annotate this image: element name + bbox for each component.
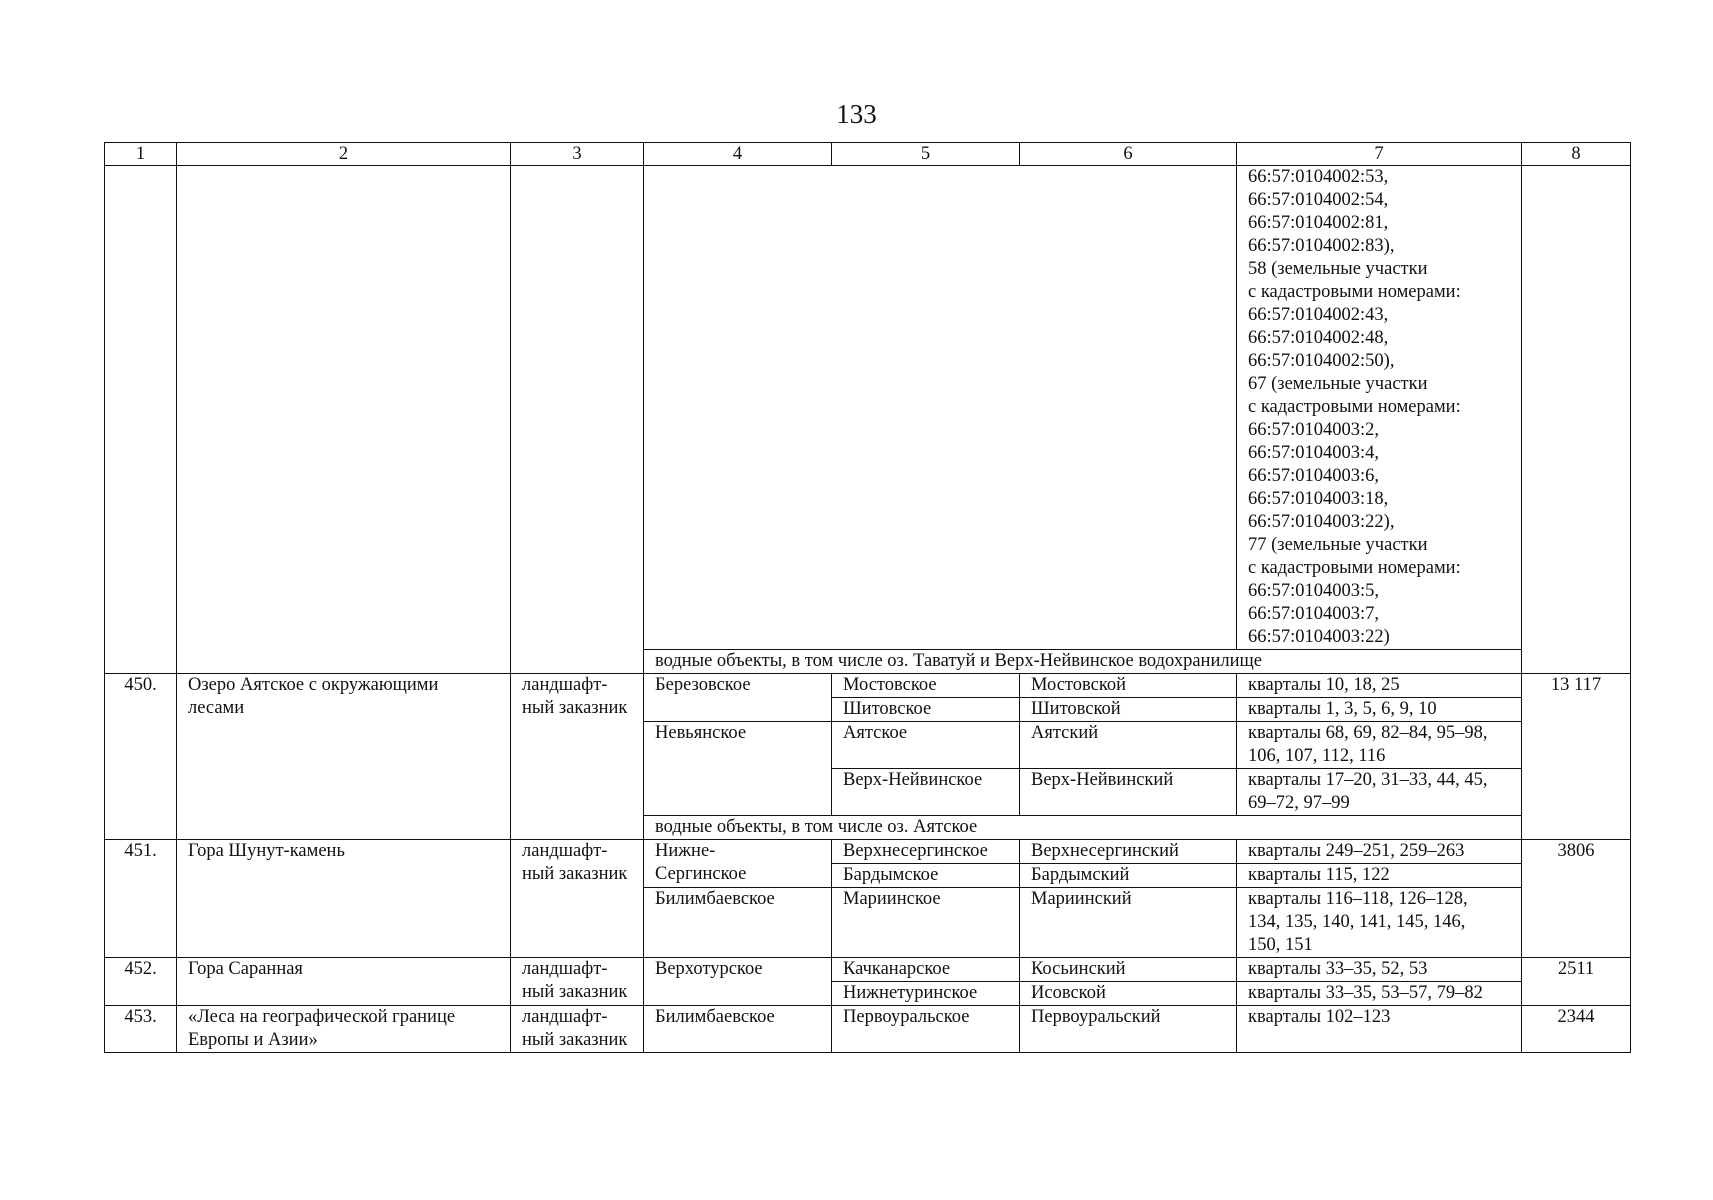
kvartaly: кварталы 116–118, 126–128, 134, 135, 140, 141, 145, 146, 150, 151 bbox=[1237, 888, 1522, 958]
table-row bbox=[105, 1006, 1631, 1053]
cadastral-line: 66:57:0104002:83), bbox=[1248, 236, 1395, 256]
row-number: 451. bbox=[105, 840, 177, 958]
row-number: 453. bbox=[105, 1006, 177, 1053]
uchastok: Мариинский bbox=[1020, 888, 1237, 958]
col-header-6: 6 bbox=[1020, 143, 1237, 166]
cadastral-line: 66:57:0104002:81, bbox=[1248, 213, 1389, 233]
protected-areas-table bbox=[104, 142, 1631, 1053]
area-ha: 2344 bbox=[1522, 1006, 1631, 1053]
cadastral-line: с кадастровыми номерами: bbox=[1248, 397, 1461, 417]
cadastral-line: 66:57:0104003:4, bbox=[1248, 443, 1380, 463]
cadastral-line: 66:57:0104002:48, bbox=[1248, 328, 1389, 348]
col-header-1: 1 bbox=[105, 143, 177, 166]
uchastok: Шитовской bbox=[1020, 698, 1237, 722]
cadastral-line: 66:57:0104003:6, bbox=[1248, 466, 1380, 486]
area-name: Гора Шунут-камень bbox=[177, 840, 511, 958]
district-forestry: Верх-Нейвинское bbox=[832, 769, 1020, 816]
forestry: Березовское bbox=[644, 674, 832, 722]
cadastral-line: 66:57:0104002:54, bbox=[1248, 190, 1389, 210]
uchastok: Исовской bbox=[1020, 982, 1237, 1006]
district-forestry: Нижнетуринское bbox=[832, 982, 1020, 1006]
area-ha: 3806 bbox=[1522, 840, 1631, 958]
cadastral-line: с кадастровыми номерами: bbox=[1248, 558, 1461, 578]
kvartaly: кварталы 249–251, 259–263 bbox=[1237, 840, 1522, 864]
row-number: 450. bbox=[105, 674, 177, 840]
table-row bbox=[105, 958, 1631, 982]
cadastral-line: 67 (земельные участки bbox=[1248, 374, 1428, 394]
cell-area bbox=[1522, 166, 1631, 674]
area-ha: 2511 bbox=[1522, 958, 1631, 1006]
area-type: ландшафт- ный заказник bbox=[511, 840, 644, 958]
uchastok: Косьинский bbox=[1020, 958, 1237, 982]
uchastok: Мостовской bbox=[1020, 674, 1237, 698]
area-type: ландшафт- ный заказник bbox=[511, 958, 644, 1006]
area-type: ландшафт- ный заказник bbox=[511, 674, 644, 840]
area-name: Гора Саранная bbox=[177, 958, 511, 1006]
uchastok: Верх-Нейвинский bbox=[1020, 769, 1237, 816]
kvartaly: кварталы 68, 69, 82–84, 95–98, 106, 107, 112, 116 bbox=[1237, 722, 1522, 769]
cell-type bbox=[511, 166, 644, 674]
uchastok: Первоуральский bbox=[1020, 1006, 1237, 1053]
kvartaly: кварталы 33–35, 53–57, 79–82 bbox=[1237, 982, 1522, 1006]
area-name: Озеро Аятское с окружающими лесами bbox=[177, 674, 511, 840]
cadastral-list bbox=[1237, 166, 1522, 650]
uchastok: Бардымский bbox=[1020, 864, 1237, 888]
forestry: Невьянское bbox=[644, 722, 832, 816]
cadastral-line: 66:57:0104003:18, bbox=[1248, 489, 1389, 509]
cadastral-line: 66:57:0104003:7, bbox=[1248, 604, 1380, 624]
district-forestry: Бардымское bbox=[832, 864, 1020, 888]
forestry: Билимбаевское bbox=[644, 888, 832, 958]
col-header-2: 2 bbox=[177, 143, 511, 166]
table-row bbox=[105, 166, 1631, 650]
kvartaly: кварталы 33–35, 52, 53 bbox=[1237, 958, 1522, 982]
district-forestry: Первоуральское bbox=[832, 1006, 1020, 1053]
cell-name bbox=[177, 166, 511, 674]
district-forestry: Мариинское bbox=[832, 888, 1020, 958]
district-forestry: Качканарское bbox=[832, 958, 1020, 982]
col-header-7: 7 bbox=[1237, 143, 1522, 166]
table-row bbox=[105, 674, 1631, 698]
forestry: Нижне- Сергинское bbox=[644, 840, 832, 888]
cell-num bbox=[105, 166, 177, 674]
area-type: ландшафт- ный заказник bbox=[511, 1006, 644, 1053]
cadastral-line: с кадастровыми номерами: bbox=[1248, 282, 1461, 302]
cadastral-line: 66:57:0104003:2, bbox=[1248, 420, 1380, 440]
kvartaly: кварталы 17–20, 31–33, 44, 45, 69–72, 97–99 bbox=[1237, 769, 1522, 816]
col-header-5: 5 bbox=[832, 143, 1020, 166]
cadastral-line: 66:57:0104002:50), bbox=[1248, 351, 1395, 371]
district-forestry: Шитовское bbox=[832, 698, 1020, 722]
district-forestry: Верхнесергинское bbox=[832, 840, 1020, 864]
page-number: 133 bbox=[836, 99, 877, 129]
cadastral-line: 58 (земельные участки bbox=[1248, 259, 1428, 279]
kvartaly: кварталы 115, 122 bbox=[1237, 864, 1522, 888]
district-forestry: Аятское bbox=[832, 722, 1020, 769]
row-number: 452. bbox=[105, 958, 177, 1006]
col-header-4: 4 bbox=[644, 143, 832, 166]
forestry: Верхотурское bbox=[644, 958, 832, 1006]
uchastok: Аятский bbox=[1020, 722, 1237, 769]
cadastral-line: 66:57:0104002:53, bbox=[1248, 167, 1389, 187]
water-objects-note: водные объекты, в том числе оз. Аятское bbox=[644, 816, 1522, 840]
area-name: «Леса на географической границе Европы и Азии» bbox=[177, 1006, 511, 1053]
cadastral-line: 66:57:0104003:22) bbox=[1248, 627, 1390, 647]
col-header-8: 8 bbox=[1522, 143, 1631, 166]
forestry: Билимбаевское bbox=[644, 1006, 832, 1053]
cadastral-line: 77 (земельные участки bbox=[1248, 535, 1428, 555]
water-objects-note: водные объекты, в том числе оз. Таватуй и Верх-Нейвинское водохранилище bbox=[644, 650, 1522, 674]
cadastral-line: 66:57:0104003:22), bbox=[1248, 512, 1395, 532]
kvartaly: кварталы 10, 18, 25 bbox=[1237, 674, 1522, 698]
area-ha: 13 117 bbox=[1522, 674, 1631, 840]
cadastral-line: 66:57:0104002:43, bbox=[1248, 305, 1389, 325]
uchastok: Верхнесергинский bbox=[1020, 840, 1237, 864]
kvartaly: кварталы 102–123 bbox=[1237, 1006, 1522, 1053]
table-row bbox=[105, 840, 1631, 864]
cell-forestry-blank bbox=[644, 166, 1237, 650]
district-forestry: Мостовское bbox=[832, 674, 1020, 698]
column-number-row bbox=[105, 143, 1631, 166]
cadastral-line: 66:57:0104003:5, bbox=[1248, 581, 1380, 601]
kvartaly: кварталы 1, 3, 5, 6, 9, 10 bbox=[1237, 698, 1522, 722]
col-header-3: 3 bbox=[511, 143, 644, 166]
